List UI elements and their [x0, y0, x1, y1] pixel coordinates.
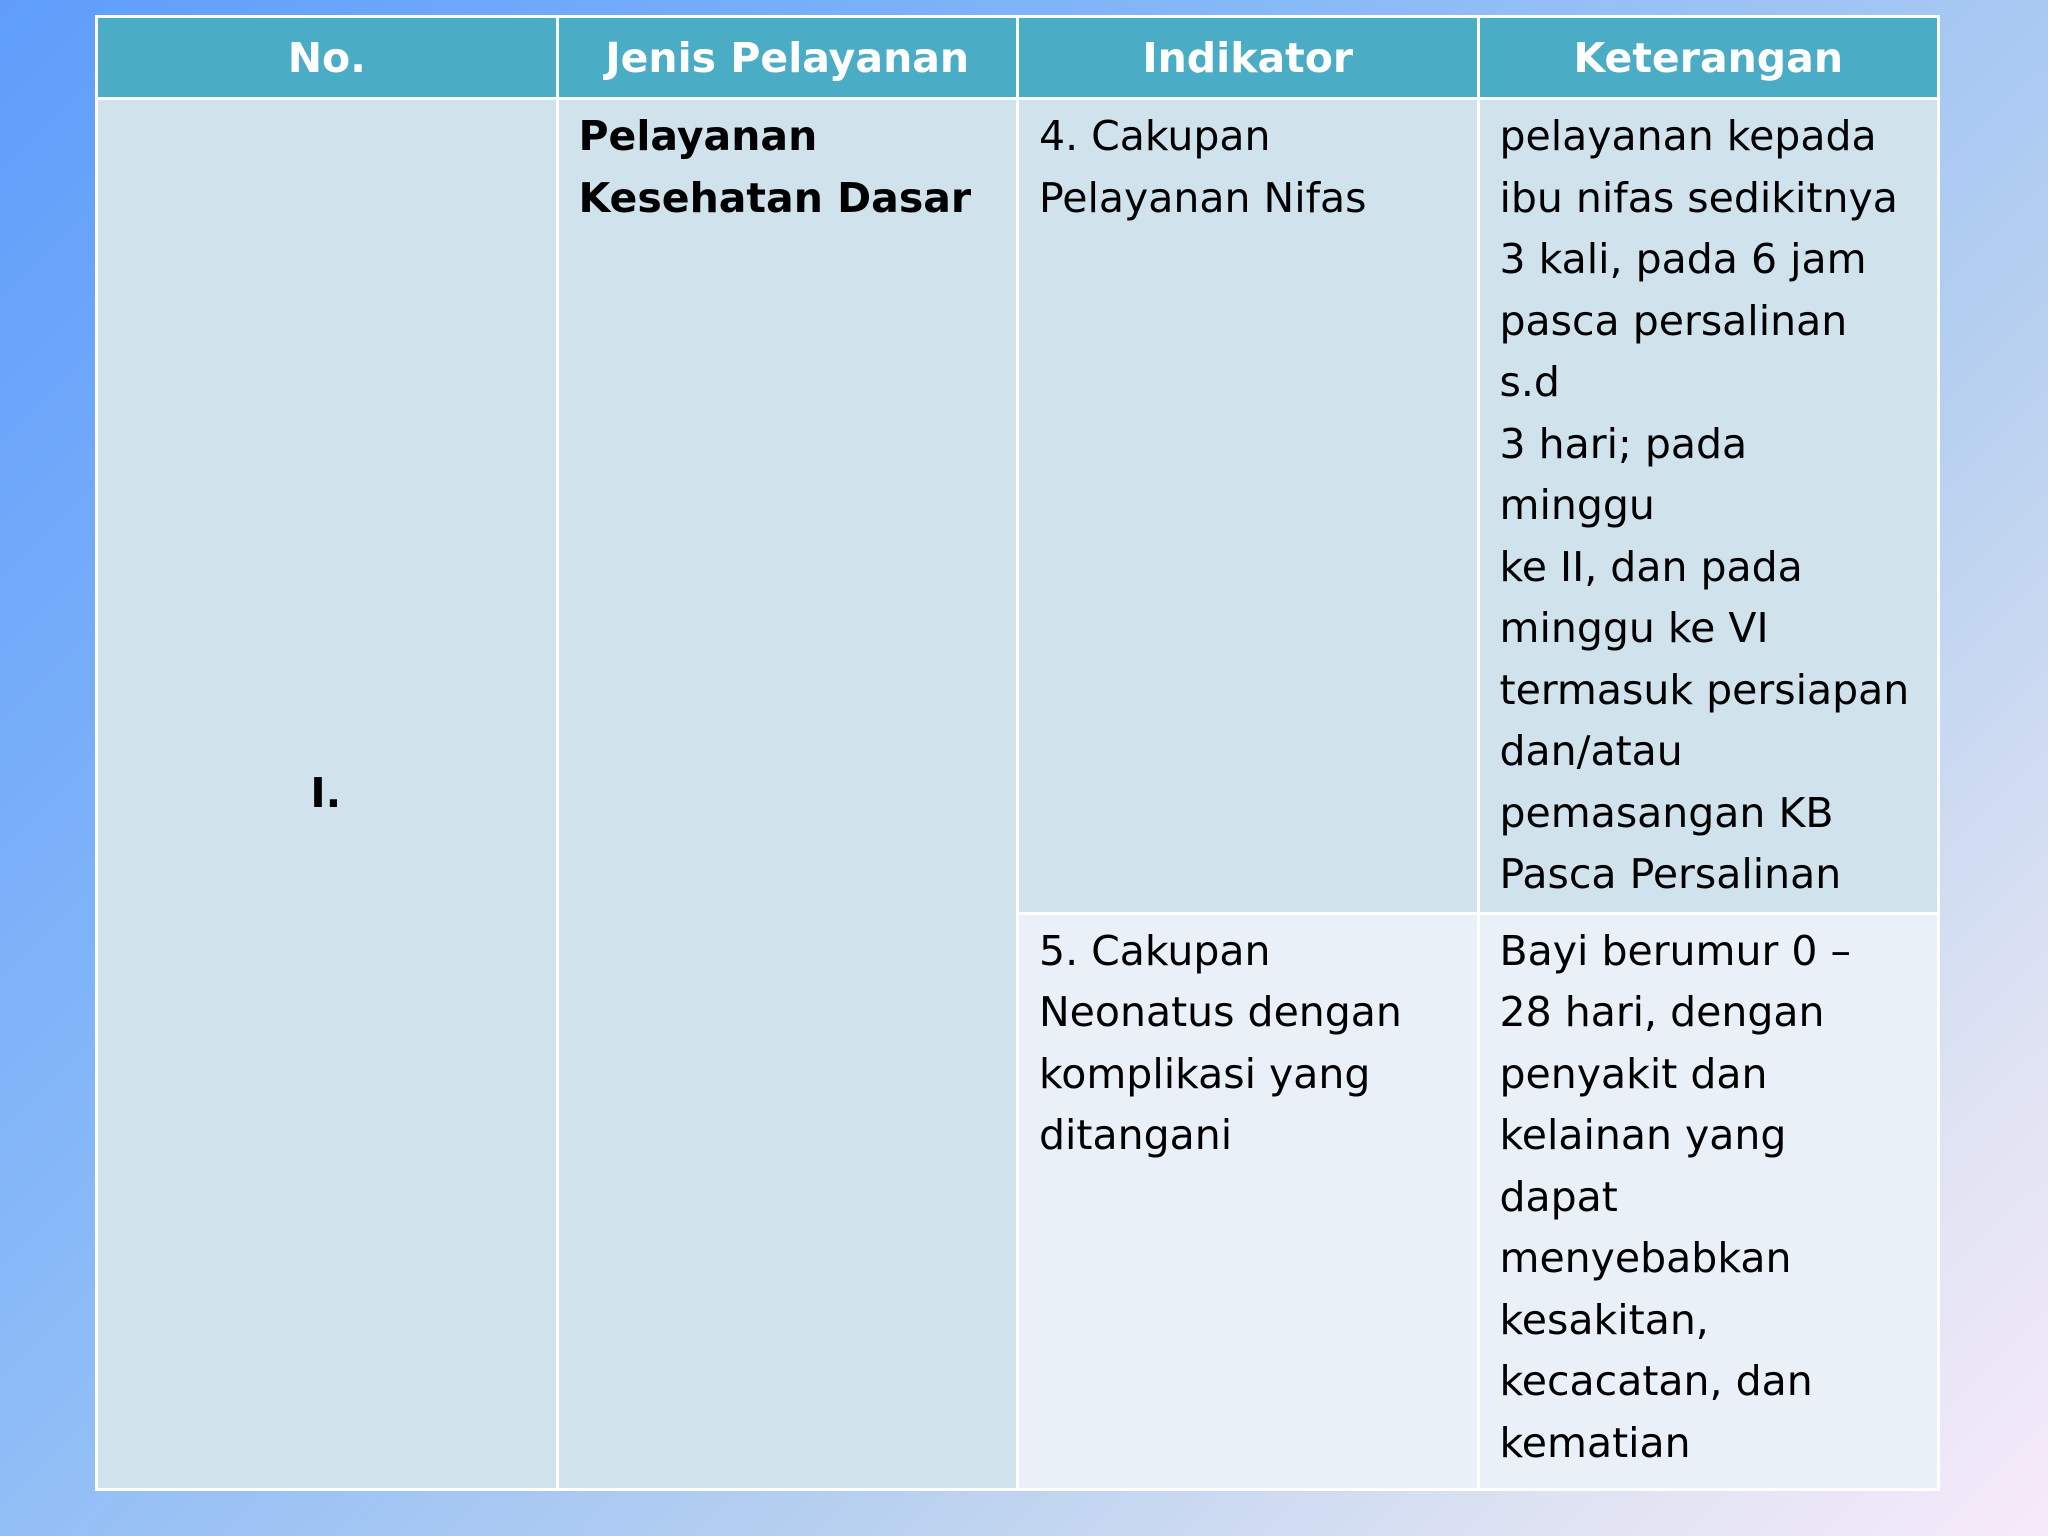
header-no: No. [97, 17, 558, 99]
header-indikator: Indikator [1018, 17, 1479, 99]
cell-keterangan: Bayi berumur 0 – 28 hari, dengan penyakit dan kelainan yang dapat menyebabkan kesakitan, kecacatan, dan kematian [1478, 913, 1939, 1489]
header-jenis-pelayanan: Jenis Pelayanan [557, 17, 1018, 99]
indicator-table [95, 15, 1940, 1491]
cell-no: I. [97, 99, 558, 1490]
cell-keterangan: pelayanan kepada ibu nifas sedikitnya 3 kali, pada 6 jam pasca persalinan s.d 3 hari; pada minggu ke II, dan pada minggu ke VI termasuk persiapan dan/atau pemasangan KB Pasca Persalinan [1478, 99, 1939, 914]
header-keterangan: Keterangan [1478, 17, 1939, 99]
cell-indikator: 4. Cakupan Pelayanan Nifas [1018, 99, 1479, 914]
header-row [97, 17, 1939, 99]
cell-jenis-pelayanan: Pelayanan Kesehatan Dasar [557, 99, 1018, 1490]
cell-indikator: 5. Cakupan Neonatus dengan komplikasi yang ditangani [1018, 913, 1479, 1489]
table-row [97, 99, 1939, 914]
